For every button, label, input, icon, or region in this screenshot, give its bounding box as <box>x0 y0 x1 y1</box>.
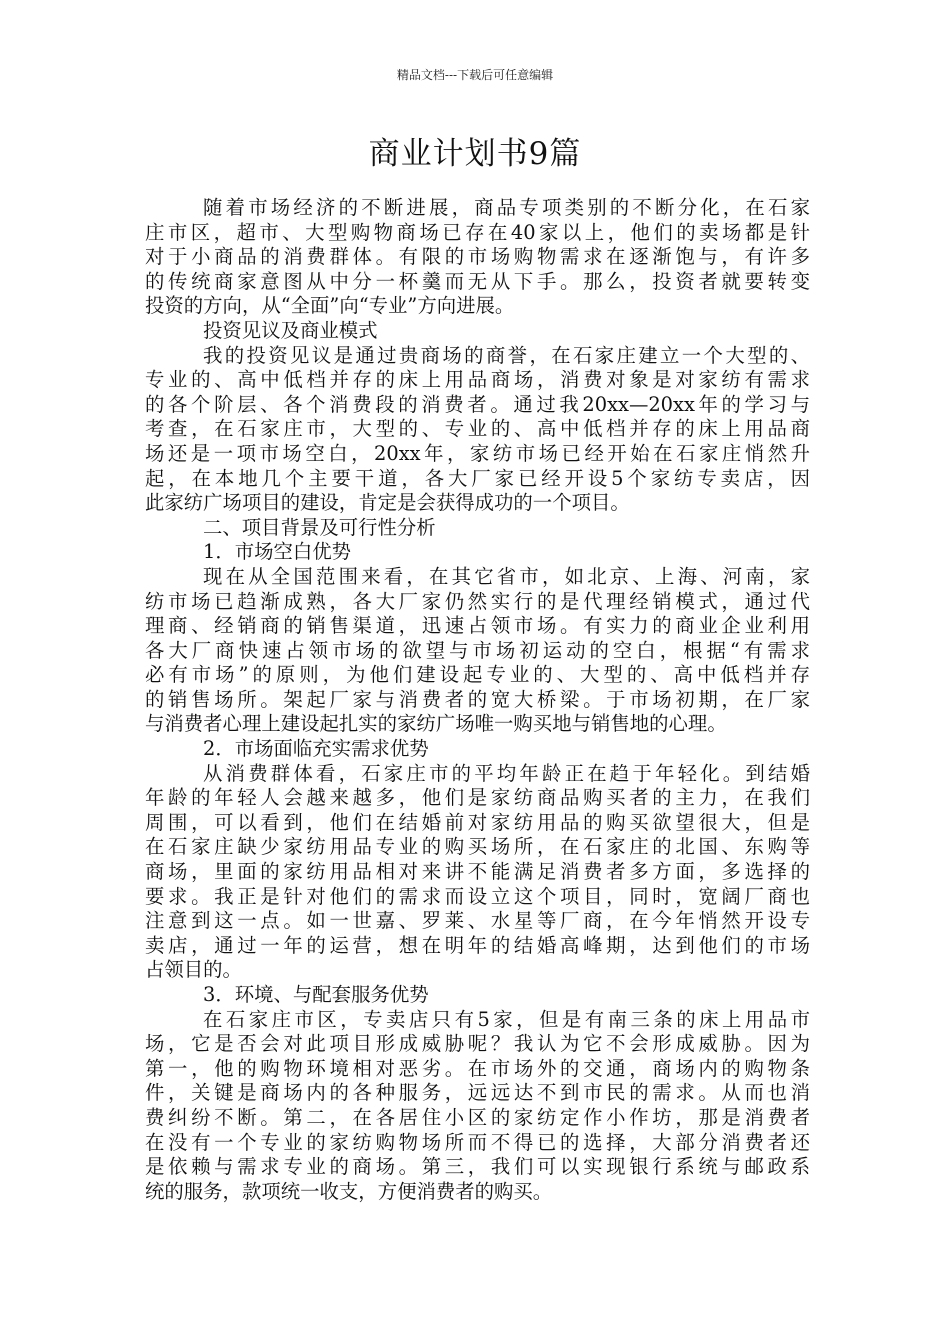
text-line: 周围，可以看到，他们在结婚前对家纺用品的购买欲望很大，但是 <box>145 810 810 834</box>
text-line: 纺市场已趋渐成熟，各大厂家仍然实行的是代理经销模式，通过代 <box>145 589 810 613</box>
text-line: 1．市场空白优势 <box>203 540 352 564</box>
text-line: 要求。我正是针对他们的需求而设立这个项目，同时，宽阔厂商也 <box>145 884 810 908</box>
text-line: 第一，他的购物环境相对恶劣。在市场外的交通，商场内的购物条 <box>145 1056 810 1080</box>
text-line: 的销售场所。架起厂家与消费者的宽大桥梁。于市场初期，在厂家 <box>145 687 810 711</box>
document-body <box>145 196 810 1204</box>
text-line: 起，在本地几个主要干道，各大厂家已经开设5个家纺专卖店，因 <box>145 466 810 490</box>
text-line: 此家纺广场项目的建设，肯定是会获得成功的一个项目。 <box>145 491 630 515</box>
text-line: 3．环境、与配套服务优势 <box>203 983 429 1006</box>
text-line: 理商、经销商的销售渠道，迅速占领市场。有实力的商业企业利用 <box>145 614 810 638</box>
text-line: 与消费者心理上建设起扎实的家纺广场唯一购买地与销售地的心理。 <box>145 712 727 736</box>
text-line: 统的服务，款项统一收支，方便消费者的购买。 <box>145 1179 553 1203</box>
text-line: 随着市场经济的不断进展，商品专项类别的不断分化，在石家 <box>203 196 810 219</box>
text-line: 注意到这一点。如一世嘉、罗莱、水星等厂商，在今年悄然开设专 <box>145 909 810 933</box>
text-line: 在没有一个专业的家纺购物场所而不得已的选择，大部分消费者还 <box>145 1130 810 1154</box>
text-line: 我的投资见议是通过贵商场的商誉，在石家庄建立一个大型的、 <box>203 343 810 367</box>
text-line: 从消费群体看，石家庄市的平均年龄正在趋于年轻化。到结婚 <box>203 761 810 785</box>
text-line: 必有市场”的原则，为他们建设起专业的、大型的、高中低档并存 <box>145 663 810 687</box>
text-line: 投资见议及商业模式 <box>203 318 378 342</box>
text-line: 件，关键是商场内的各种服务，远远达不到市民的需求。从而也消 <box>145 1081 810 1105</box>
text-line: 考查，在石家庄市，大型的、专业的、高中低档并存的床上用品商 <box>145 417 810 441</box>
text-line: 商场，里面的家纺用品相对来讲不能满足消费者多方面，多选择的 <box>145 860 810 884</box>
text-line: 场，它是否会对此项目形成威胁呢？我认为它不会形成威胁。因为 <box>145 1032 810 1056</box>
text-line: 年龄的年轻人会越来越多，他们是家纺商品购买者的主力，在我们 <box>145 786 810 810</box>
text-line: 在石家庄市区，专卖店只有5家，但是有南三条的床上用品市 <box>203 1007 810 1031</box>
text-line: 对于小商品的消费群体。有限的市场购物需求在逐渐饱与，有许多 <box>145 245 810 269</box>
text-line: 2．市场面临充实需求优势 <box>203 737 429 761</box>
text-line: 庄市区，超市、大型购物商场已存在40家以上，他们的卖场都是针 <box>145 220 810 244</box>
text-line: 卖店，通过一年的运营，想在明年的结婚高峰期，达到他们的市场 <box>145 933 810 957</box>
text-line: 的传统商家意图从中分一杯羹而无从下手。那么，投资者就要转变 <box>145 269 810 293</box>
text-line: 场还是一项市场空白，20xx年，家纺市场已经开始在石家庄悄然升 <box>145 441 810 465</box>
text-line: 是依赖与需求专业的商场。第三，我们可以实现银行系统与邮政系 <box>145 1155 810 1179</box>
text-line: 在石家庄缺少家纺用品专业的购买场所，在石家庄的北国、东购等 <box>145 835 810 859</box>
text-line: 的各个阶层、各个消费段的消费者。通过我20xx—20xx年的学习与 <box>145 392 810 416</box>
text-line: 二、项目背景及可行性分析 <box>203 515 436 539</box>
text-line: 投资的方向，从“全面”向“专业”方向进展。 <box>145 294 515 318</box>
text-line: 专业的、高中低档并存的床上用品商场，消费对象是对家纺有需求 <box>145 368 810 392</box>
text-line: 各大厂商快速占领市场的欲望与市场初运动的空白，根据“有需求 <box>145 638 810 662</box>
text-line: 占领目的。 <box>145 958 242 982</box>
text-line: 费纠纷不断。第二，在各居住小区的家纺定作小作坊，那是消费者 <box>145 1105 810 1129</box>
document-title: 商业计划书9篇 <box>368 136 582 172</box>
text-line: 现在从全国范围来看，在其它省市，如北京、上海、河南，家 <box>203 564 810 588</box>
header-note: 精品文档---下载后可任意编辑 <box>396 68 554 82</box>
